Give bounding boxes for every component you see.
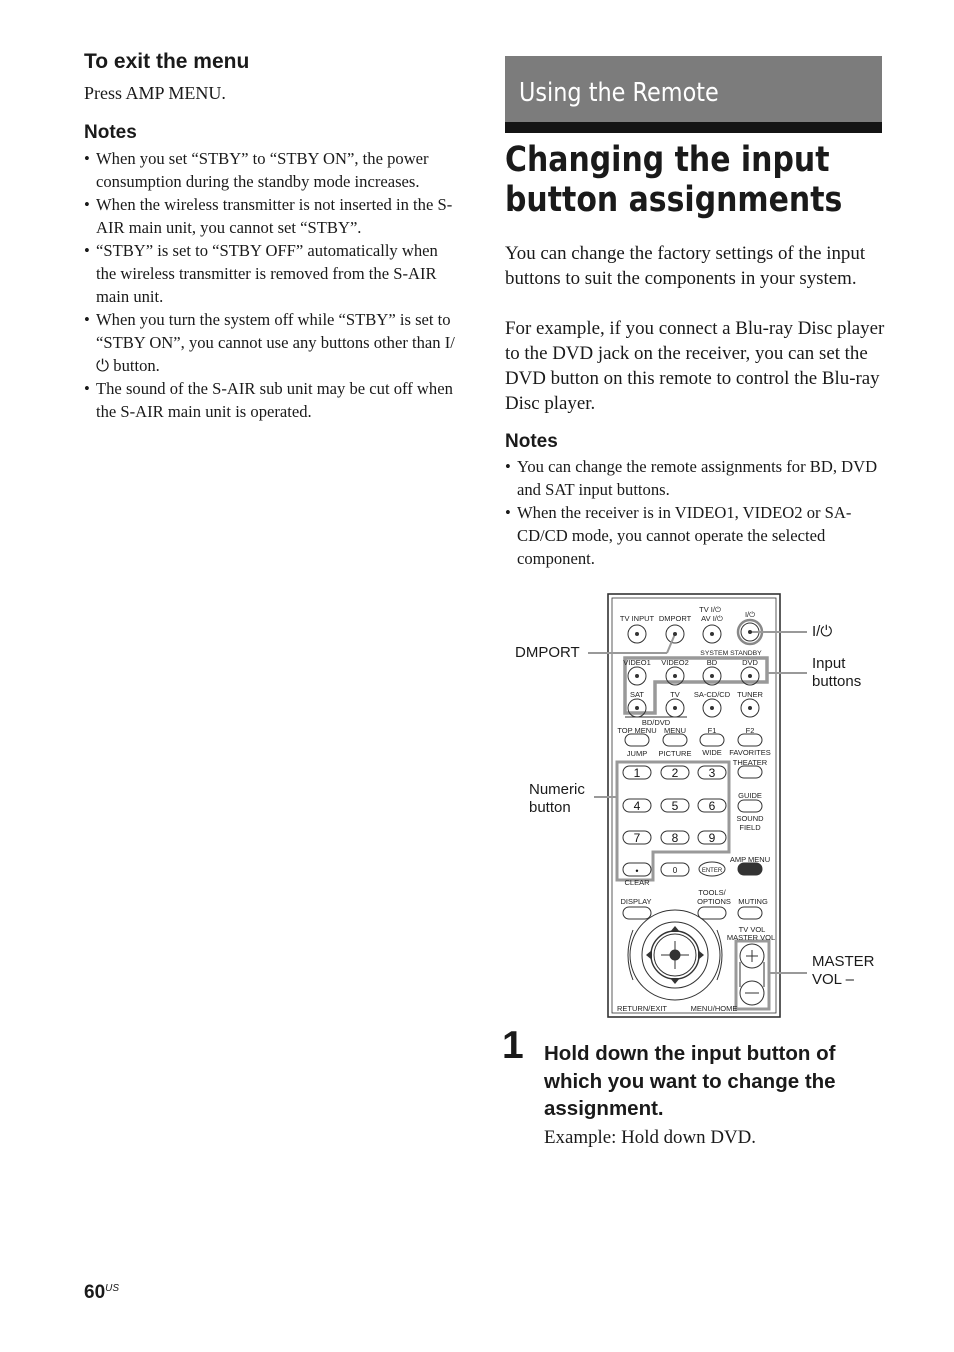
- page-title: Changing the input button assignments: [505, 140, 843, 220]
- svg-text:6: 6: [708, 799, 716, 813]
- svg-text:DISPLAY: DISPLAY: [620, 897, 652, 906]
- step-number: 1: [502, 1024, 524, 1067]
- step-example: Example: Hold down DVD.: [544, 1127, 756, 1148]
- svg-text:VIDEO2: VIDEO2: [661, 658, 689, 667]
- callout-input-buttons: Input buttons: [812, 655, 862, 690]
- svg-text:TOOLS/: TOOLS/: [698, 888, 726, 897]
- svg-text:FAVORITES: FAVORITES: [729, 748, 771, 757]
- note-item: • When you set “STBY” to “STBY ON”, the power consumption during the standby mode increases.: [84, 147, 460, 193]
- svg-text:TV VOL: TV VOL: [738, 925, 766, 934]
- svg-text:TUNER: TUNER: [737, 690, 763, 699]
- page-region-suffix: US: [105, 1283, 120, 1294]
- svg-text:SAT: SAT: [629, 690, 645, 699]
- svg-text:VIDEO1: VIDEO1: [623, 658, 651, 667]
- left-notes-list: [84, 147, 460, 423]
- svg-text:I/⏻: I/⏻: [744, 610, 756, 619]
- svg-text:DVD: DVD: [742, 658, 758, 667]
- svg-text:GUIDE: GUIDE: [738, 791, 762, 800]
- svg-text:F2: F2: [745, 726, 755, 735]
- callout-power: I/⏻: [812, 623, 833, 640]
- section-banner: [505, 56, 882, 122]
- svg-text:OPTIONS: OPTIONS: [697, 897, 731, 906]
- svg-text:THEATER: THEATER: [732, 758, 768, 767]
- intro-paragraph: You can change the factory settings of the input buttons to suit the components in your system.: [505, 243, 866, 289]
- svg-text:PICTURE: PICTURE: [658, 749, 692, 758]
- svg-text:•: •: [635, 866, 639, 876]
- svg-text:WIDE: WIDE: [702, 748, 722, 757]
- exit-menu-heading: To exit the menu: [84, 50, 250, 73]
- example-paragraph: For example, if you connect a Blu-ray Disc player to the DVD jack on the receiver, you can set the DVD button on this remote to control the Blu-ray Disc player.: [505, 318, 885, 414]
- right-notes-heading: Notes: [505, 431, 558, 452]
- svg-text:TV I/⏻: TV I/⏻: [699, 605, 721, 614]
- svg-text:MUTING: MUTING: [738, 897, 768, 906]
- svg-text:TV INPUT: TV INPUT: [619, 614, 655, 623]
- exit-menu-instruction: Press AMP MENU.: [84, 83, 226, 103]
- page-number: $60^{US}$: [84, 1282, 120, 1303]
- note-item: • When the receiver is in VIDEO1, VIDEO2 or SA-CD/CD mode, you cannot operate the selected component.: [505, 501, 885, 570]
- svg-text:9: 9: [708, 831, 716, 845]
- svg-text:4: 4: [633, 799, 641, 813]
- note-item: • You can change the remote assignments for BD, DVD and SAT input buttons.: [505, 455, 885, 501]
- svg-text:SYSTEM STANDBY: SYSTEM STANDBY: [700, 650, 762, 657]
- svg-text:5: 5: [671, 799, 679, 813]
- svg-text:MENU: MENU: [663, 726, 687, 735]
- amp-menu-button: [738, 863, 762, 875]
- banner-rule: [505, 122, 882, 133]
- svg-text:F1: F1: [707, 726, 717, 735]
- svg-text:BD: BD: [706, 658, 718, 667]
- callout-numeric-button: Numeric button: [529, 781, 585, 816]
- svg-text:BD/DVD: BD/DVD: [641, 718, 671, 727]
- svg-text:JUMP: JUMP: [626, 749, 648, 758]
- svg-text:7: 7: [633, 831, 641, 845]
- svg-text:TV: TV: [670, 690, 680, 699]
- callout-master-vol: MASTER VOL –: [812, 953, 875, 988]
- svg-text:ENTER: ENTER: [701, 868, 723, 874]
- svg-text:TOP MENU: TOP MENU: [617, 726, 657, 735]
- note-item: • “STBY” is set to “STBY OFF” automatically when the wireless transmitter is removed from the S-AIR main unit.: [84, 239, 460, 308]
- svg-text:FIELD: FIELD: [739, 823, 761, 832]
- section-banner-label: Using the Remote: [519, 78, 719, 108]
- svg-text:AV I/⏻: AV I/⏻: [701, 614, 723, 623]
- note-item: • When you turn the system off while “STBY” is set to “STBY ON”, you cannot use any buttons other than I/⏻ button.: [84, 308, 460, 377]
- svg-text:AMP MENU: AMP MENU: [729, 855, 771, 864]
- svg-text:1: 1: [633, 766, 641, 780]
- callout-dmport: DMPORT: [515, 644, 580, 661]
- right-notes-list: [505, 455, 885, 570]
- svg-text:SA-CD/CD: SA-CD/CD: [693, 690, 731, 699]
- note-item: • The sound of the S-AIR sub unit may be cut off when the S-AIR main unit is operated.: [84, 377, 460, 423]
- svg-text:3: 3: [708, 766, 716, 780]
- remote-figure: [505, 590, 885, 1020]
- svg-text:MASTER VOL: MASTER VOL: [726, 933, 776, 942]
- note-item: • When the wireless transmitter is not inserted in the S-AIR main unit, you cannot set “STBY”.: [84, 193, 460, 239]
- svg-text:2: 2: [671, 766, 679, 780]
- svg-text:0: 0: [672, 866, 678, 875]
- svg-text:8: 8: [671, 831, 679, 845]
- left-notes-heading: Notes: [84, 122, 137, 143]
- svg-text:RETURN/EXIT: RETURN/EXIT: [616, 1004, 668, 1013]
- svg-text:DMPORT: DMPORT: [658, 614, 692, 623]
- step-instruction: Hold down the input button of which you want to change the assignment.: [544, 1042, 836, 1120]
- svg-text:SOUND: SOUND: [736, 814, 764, 823]
- svg-text:MENU/HOME: MENU/HOME: [690, 1004, 738, 1013]
- svg-text:CLEAR: CLEAR: [624, 878, 650, 887]
